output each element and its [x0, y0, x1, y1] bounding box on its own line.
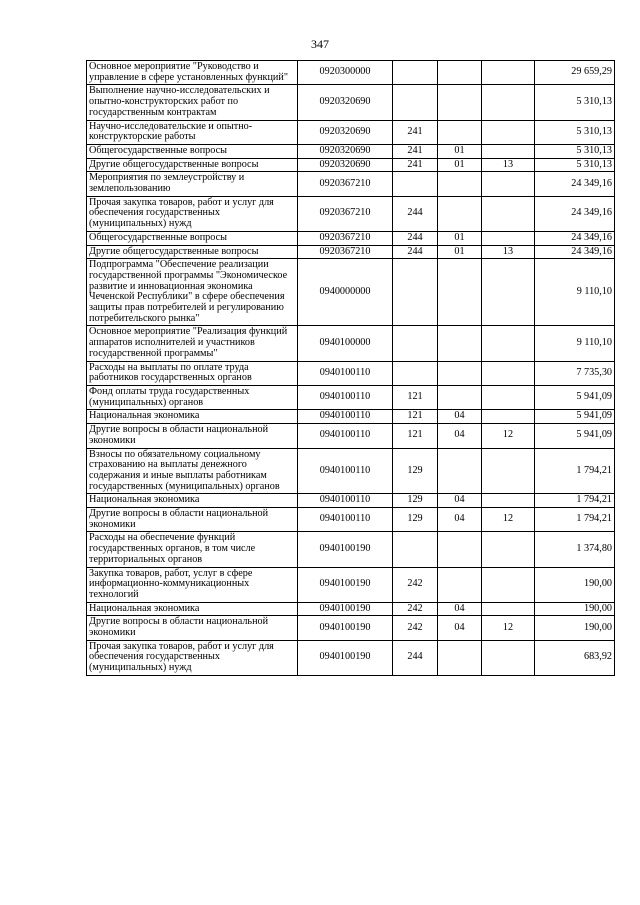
- table-row: [87, 245, 615, 259]
- table-row: [87, 259, 615, 326]
- cell-target-code: 0940100190: [298, 616, 393, 640]
- table-row: [87, 494, 615, 508]
- cell-name: Национальная экономика: [87, 602, 298, 616]
- cell-amount: 5 941,09: [535, 410, 615, 424]
- table-row: [87, 640, 615, 675]
- cell-amount: 5 310,13: [535, 158, 615, 172]
- cell-name: Общегосударственные вопросы: [87, 144, 298, 158]
- cell-name: Расходы на выплаты по оплате труда работников государственных органов: [87, 361, 298, 385]
- table-row: [87, 172, 615, 196]
- cell-expense-type: 129: [393, 448, 438, 494]
- cell-name: Выполнение научно-исследовательских и опытно-конструкторских работ по государственным контрактам: [87, 85, 298, 120]
- cell-subsection: 13: [482, 245, 535, 259]
- cell-subsection: 12: [482, 424, 535, 448]
- cell-expense-type: [393, 326, 438, 361]
- cell-amount: 5 310,13: [535, 120, 615, 144]
- budget-table-body: [87, 61, 615, 676]
- budget-table: [86, 60, 615, 676]
- table-row: [87, 361, 615, 385]
- table-row: [87, 196, 615, 231]
- cell-expense-type: 242: [393, 567, 438, 602]
- cell-target-code: 0920320690: [298, 158, 393, 172]
- cell-section: [438, 172, 482, 196]
- cell-subsection: [482, 640, 535, 675]
- table-row: [87, 532, 615, 567]
- cell-target-code: 0920300000: [298, 61, 393, 85]
- cell-section: 04: [438, 602, 482, 616]
- cell-expense-type: 242: [393, 602, 438, 616]
- cell-amount: 1 374,80: [535, 532, 615, 567]
- cell-expense-type: [393, 532, 438, 567]
- cell-expense-type: [393, 61, 438, 85]
- cell-section: [438, 326, 482, 361]
- cell-expense-type: [393, 259, 438, 326]
- cell-name: Другие вопросы в области национальной экономики: [87, 508, 298, 532]
- cell-amount: 24 349,16: [535, 231, 615, 245]
- cell-section: 04: [438, 508, 482, 532]
- cell-expense-type: 244: [393, 196, 438, 231]
- cell-target-code: 0920367210: [298, 245, 393, 259]
- cell-target-code: 0940100190: [298, 532, 393, 567]
- cell-expense-type: 129: [393, 494, 438, 508]
- cell-subsection: [482, 448, 535, 494]
- cell-expense-type: 244: [393, 640, 438, 675]
- cell-expense-type: 121: [393, 410, 438, 424]
- cell-subsection: [482, 532, 535, 567]
- cell-name: Закупка товаров, работ, услуг в сфере информационно-коммуникационных технологий: [87, 567, 298, 602]
- cell-expense-type: 121: [393, 424, 438, 448]
- cell-section: [438, 196, 482, 231]
- cell-expense-type: [393, 85, 438, 120]
- cell-section: [438, 61, 482, 85]
- cell-name: Другие вопросы в области национальной экономики: [87, 424, 298, 448]
- cell-subsection: [482, 410, 535, 424]
- cell-subsection: [482, 172, 535, 196]
- cell-subsection: 12: [482, 508, 535, 532]
- cell-subsection: [482, 61, 535, 85]
- cell-amount: 1 794,21: [535, 494, 615, 508]
- table-row: [87, 616, 615, 640]
- cell-target-code: 0940100110: [298, 410, 393, 424]
- cell-expense-type: [393, 361, 438, 385]
- cell-section: 04: [438, 494, 482, 508]
- table-row: [87, 61, 615, 85]
- page-number: 347: [311, 37, 329, 51]
- cell-amount: 24 349,16: [535, 172, 615, 196]
- table-row: [87, 424, 615, 448]
- cell-amount: 683,92: [535, 640, 615, 675]
- cell-target-code: 0940100000: [298, 326, 393, 361]
- cell-target-code: 0940100110: [298, 508, 393, 532]
- table-row: [87, 567, 615, 602]
- cell-expense-type: 121: [393, 385, 438, 409]
- table-row: [87, 508, 615, 532]
- cell-target-code: 0920367210: [298, 172, 393, 196]
- cell-target-code: 0920320690: [298, 144, 393, 158]
- cell-name: Взносы по обязательному социальному страхованию на выплаты денежного содержания и иные выплаты работникам государственных (муниципальных) органов: [87, 448, 298, 494]
- cell-amount: 5 310,13: [535, 144, 615, 158]
- cell-amount: 5 941,09: [535, 385, 615, 409]
- cell-target-code: 0940100110: [298, 361, 393, 385]
- cell-name: Национальная экономика: [87, 410, 298, 424]
- cell-target-code: 0940100110: [298, 385, 393, 409]
- cell-amount: 29 659,29: [535, 61, 615, 85]
- cell-subsection: [482, 231, 535, 245]
- cell-target-code: 0940100110: [298, 424, 393, 448]
- table-row: [87, 602, 615, 616]
- table-row: [87, 144, 615, 158]
- table-row: [87, 385, 615, 409]
- cell-target-code: 0920367210: [298, 231, 393, 245]
- cell-target-code: 0940100190: [298, 640, 393, 675]
- cell-amount: 190,00: [535, 616, 615, 640]
- cell-subsection: [482, 567, 535, 602]
- cell-section: [438, 640, 482, 675]
- cell-section: [438, 259, 482, 326]
- cell-amount: 5 310,13: [535, 85, 615, 120]
- cell-name: Другие общегосударственные вопросы: [87, 158, 298, 172]
- cell-section: [438, 120, 482, 144]
- cell-expense-type: 241: [393, 144, 438, 158]
- cell-subsection: [482, 196, 535, 231]
- cell-expense-type: 241: [393, 120, 438, 144]
- table-row: [87, 231, 615, 245]
- table-row: [87, 120, 615, 144]
- cell-name: Расходы на обеспечение функций государственных органов, в том числе территориальных органов: [87, 532, 298, 567]
- cell-amount: 7 735,30: [535, 361, 615, 385]
- cell-section: [438, 448, 482, 494]
- cell-subsection: [482, 144, 535, 158]
- cell-subsection: 13: [482, 158, 535, 172]
- cell-amount: 5 941,09: [535, 424, 615, 448]
- cell-expense-type: 244: [393, 231, 438, 245]
- cell-name: Прочая закупка товаров, работ и услуг для обеспечения государственных (муниципальных) нужд: [87, 640, 298, 675]
- cell-subsection: [482, 326, 535, 361]
- cell-name: Основное мероприятие "Руководство и управление в сфере установленных функций": [87, 61, 298, 85]
- cell-target-code: 0920320690: [298, 120, 393, 144]
- cell-amount: 1 794,21: [535, 448, 615, 494]
- cell-subsection: [482, 385, 535, 409]
- cell-subsection: [482, 494, 535, 508]
- cell-section: [438, 532, 482, 567]
- cell-section: [438, 85, 482, 120]
- cell-subsection: 12: [482, 616, 535, 640]
- cell-subsection: [482, 602, 535, 616]
- cell-name: Общегосударственные вопросы: [87, 231, 298, 245]
- cell-expense-type: 129: [393, 508, 438, 532]
- cell-name: Другие общегосударственные вопросы: [87, 245, 298, 259]
- cell-section: 01: [438, 245, 482, 259]
- cell-name: Научно-исследовательские и опытно-конструкторские работы: [87, 120, 298, 144]
- cell-target-code: 0920320690: [298, 85, 393, 120]
- cell-subsection: [482, 85, 535, 120]
- cell-expense-type: 241: [393, 158, 438, 172]
- cell-subsection: [482, 259, 535, 326]
- cell-amount: 190,00: [535, 567, 615, 602]
- cell-section: [438, 361, 482, 385]
- cell-expense-type: 244: [393, 245, 438, 259]
- cell-amount: 1 794,21: [535, 508, 615, 532]
- table-row: [87, 85, 615, 120]
- cell-expense-type: 242: [393, 616, 438, 640]
- cell-section: 04: [438, 424, 482, 448]
- table-row: [87, 410, 615, 424]
- cell-section: [438, 567, 482, 602]
- cell-name: Подпрограмма "Обеспечение реализации государственной программы "Экономическое развитие и инновационная экономика Чеченской Республики" в сфере обеспечения защиты прав потребителей и регулированию потребительского рынка": [87, 259, 298, 326]
- cell-section: 01: [438, 144, 482, 158]
- cell-target-code: 0920367210: [298, 196, 393, 231]
- cell-section: 01: [438, 158, 482, 172]
- cell-section: [438, 385, 482, 409]
- cell-subsection: [482, 120, 535, 144]
- table-row: [87, 158, 615, 172]
- cell-name: Национальная экономика: [87, 494, 298, 508]
- cell-amount: 190,00: [535, 602, 615, 616]
- cell-name: Другие вопросы в области национальной экономики: [87, 616, 298, 640]
- cell-target-code: 0940000000: [298, 259, 393, 326]
- cell-target-code: 0940100190: [298, 567, 393, 602]
- cell-amount: 9 110,10: [535, 326, 615, 361]
- cell-target-code: 0940100110: [298, 494, 393, 508]
- table-row: [87, 448, 615, 494]
- cell-expense-type: [393, 172, 438, 196]
- cell-section: 04: [438, 616, 482, 640]
- cell-name: Фонд оплаты труда государственных (муниципальных) органов: [87, 385, 298, 409]
- cell-amount: 24 349,16: [535, 196, 615, 231]
- cell-name: Прочая закупка товаров, работ и услуг для обеспечения государственных (муниципальных) нужд: [87, 196, 298, 231]
- cell-target-code: 0940100190: [298, 602, 393, 616]
- cell-subsection: [482, 361, 535, 385]
- cell-amount: 9 110,10: [535, 259, 615, 326]
- cell-name: Мероприятия по землеустройству и землепользованию: [87, 172, 298, 196]
- cell-target-code: 0940100110: [298, 448, 393, 494]
- table-row: [87, 326, 615, 361]
- cell-name: Основное мероприятие "Реализация функций аппаратов исполнителей и участников государственной программы": [87, 326, 298, 361]
- cell-amount: 24 349,16: [535, 245, 615, 259]
- cell-section: 01: [438, 231, 482, 245]
- cell-section: 04: [438, 410, 482, 424]
